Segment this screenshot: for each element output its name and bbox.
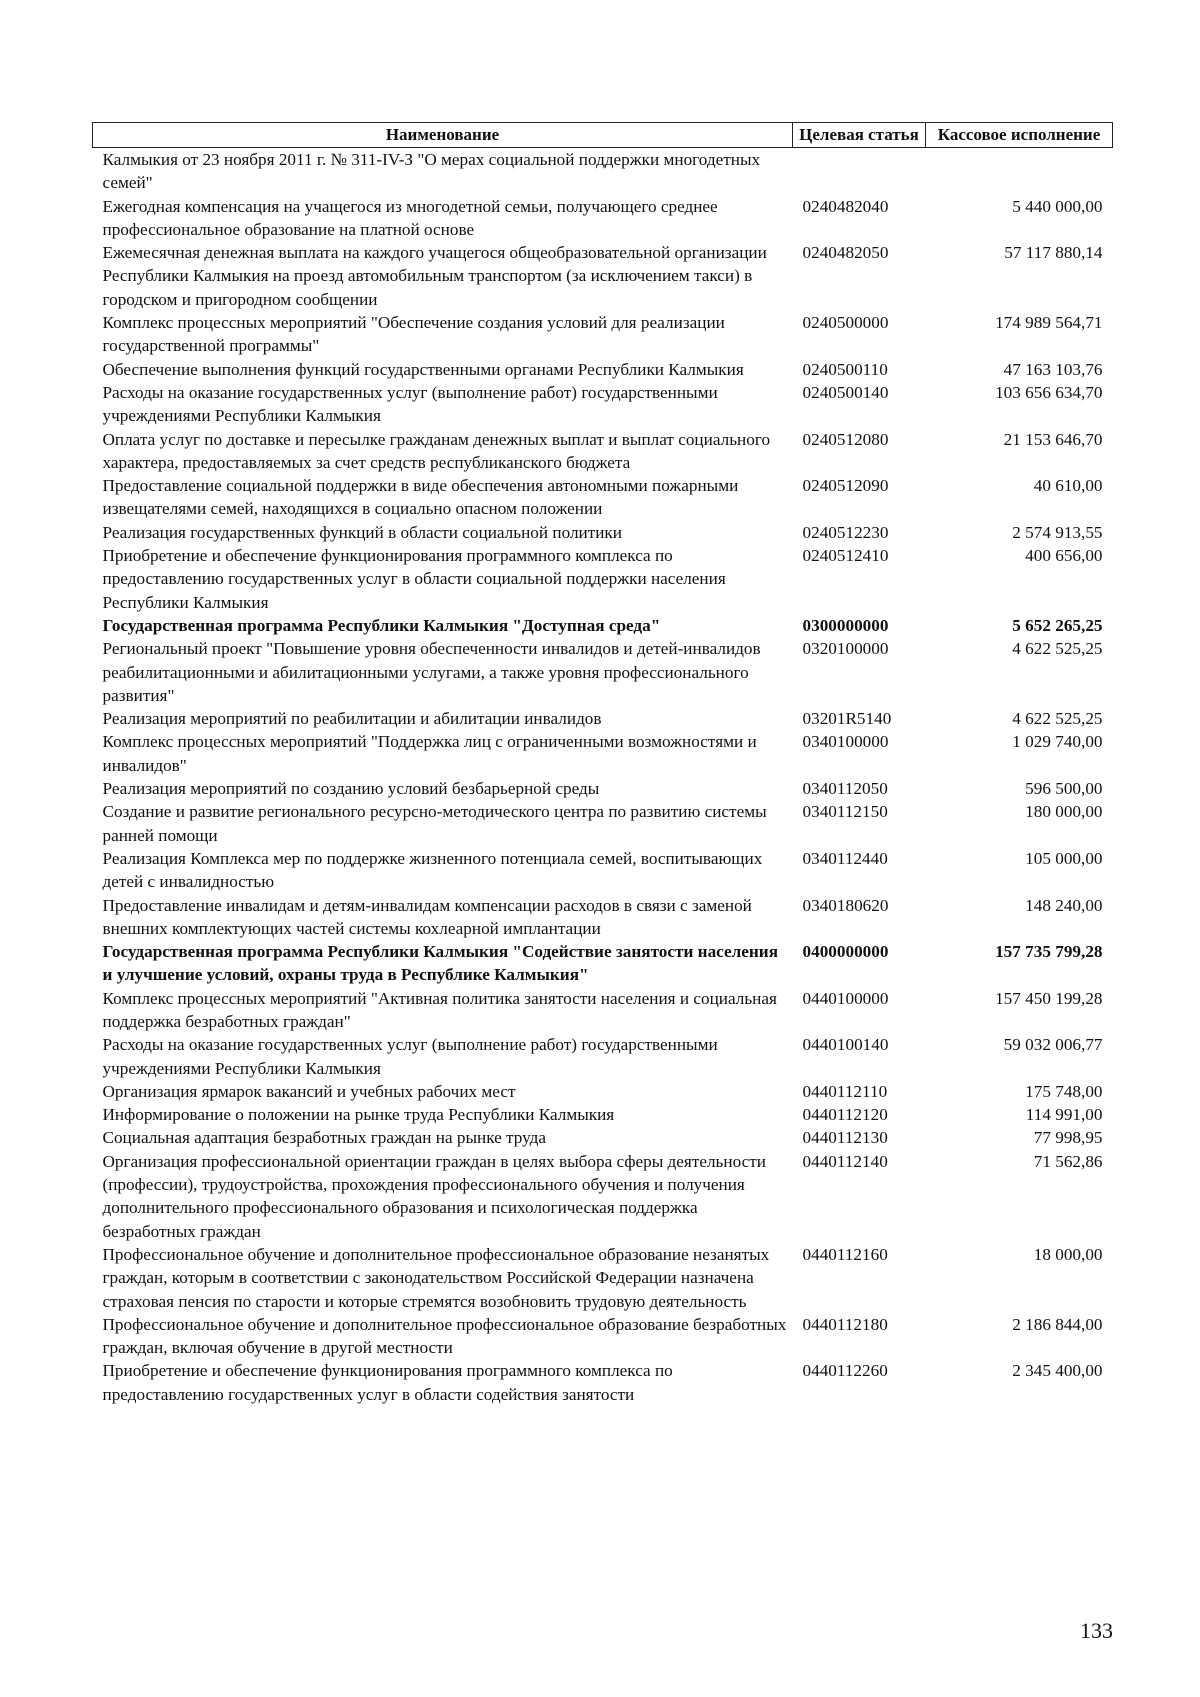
row-amount: 157 735 799,28 bbox=[995, 942, 1103, 962]
row-amount: 4 622 525,25 bbox=[1012, 709, 1103, 729]
row-name: Ежемесячная денежная выплата на каждого учащегося общеобразовательной организации Республики Калмыкия на проезд автомобильным транспортом (за исключением такси) в городском и пригородном сообщении bbox=[102, 243, 767, 309]
row-code: 0300000000 bbox=[802, 615, 889, 635]
row-amount: 105 000,00 bbox=[1025, 848, 1103, 868]
row-name: Расходы на оказание государственных услуг (выполнение работ) государственными учреждениями Республики Калмыкия bbox=[102, 382, 718, 426]
row-code: 0340180620 bbox=[802, 895, 889, 915]
row-name: Государственная программа Республики Калмыкия "Содействие занятости населения и улучшение условий, охраны труда в Республике Калмыкия" bbox=[102, 942, 779, 985]
row-code: 0440112260 bbox=[802, 1361, 888, 1381]
row-code: 0440112130 bbox=[802, 1128, 888, 1148]
row-code: 0440112140 bbox=[802, 1151, 888, 1171]
row-amount: 40 610,00 bbox=[1033, 476, 1103, 496]
table-row bbox=[93, 1080, 1113, 1103]
row-amount: 1 029 740,00 bbox=[1012, 732, 1103, 752]
row-name: Реализация государственных функций в области социальной политики bbox=[102, 522, 622, 542]
row-code: 0440112110 bbox=[802, 1081, 888, 1101]
row-code: 0320100000 bbox=[802, 639, 889, 659]
table-row bbox=[93, 1033, 1113, 1080]
table-row bbox=[93, 987, 1113, 1034]
header-code: Целевая статья bbox=[793, 123, 926, 148]
table-header-row bbox=[93, 123, 1113, 148]
row-code: 0240500140 bbox=[802, 382, 889, 402]
row-code bbox=[793, 148, 926, 195]
row-amount: 175 748,00 bbox=[1025, 1081, 1103, 1101]
row-code: 0240512230 bbox=[802, 522, 889, 542]
table-row bbox=[93, 358, 1113, 381]
row-amount: 5 652 265,25 bbox=[1012, 615, 1103, 635]
table-row bbox=[93, 195, 1113, 242]
row-code: 0240512090 bbox=[802, 476, 889, 496]
table-row bbox=[93, 847, 1113, 894]
row-name: Организация ярмарок вакансий и учебных рабочих мест bbox=[102, 1081, 516, 1101]
row-code: 0240512080 bbox=[802, 429, 889, 449]
header-name: Наименование bbox=[93, 123, 793, 148]
row-name: Региональный проект "Повышение уровня обеспеченности инвалидов и детей-инвалидов реабилитационными и абилитационными услугами, а также уровня профессионального развития" bbox=[102, 639, 761, 705]
row-code: 0340100000 bbox=[802, 732, 889, 752]
table-body bbox=[93, 148, 1113, 1407]
table-row bbox=[93, 940, 1113, 987]
table-row bbox=[93, 1150, 1113, 1243]
row-amount bbox=[926, 148, 1113, 195]
table-row bbox=[93, 241, 1113, 311]
row-name: Расходы на оказание государственных услуг (выполнение работ) государственными учреждениями Республики Калмыкия bbox=[102, 1035, 718, 1078]
row-code: 0440100000 bbox=[802, 988, 889, 1008]
row-code: 0440112180 bbox=[802, 1314, 888, 1334]
row-amount: 47 163 103,76 bbox=[1003, 359, 1103, 379]
row-name: Реализация мероприятий по реабилитации и абилитации инвалидов bbox=[102, 709, 602, 729]
row-name: Комплекс процессных мероприятий "Активная политика занятости населения и социальная поддержка безработных граждан" bbox=[102, 988, 777, 1031]
row-name: Информирование о положении на рынке труда Республики Калмыкия bbox=[102, 1105, 615, 1125]
table-row bbox=[93, 311, 1113, 358]
table-row bbox=[93, 1126, 1113, 1149]
row-amount: 180 000,00 bbox=[1025, 802, 1103, 822]
row-name: Приобретение и обеспечение функционирования программного комплекса по предоставлению государственных услуг в области социальной поддержки населения Республики Калмыкия bbox=[102, 546, 726, 612]
row-name: Реализация Комплекса мер по поддержке жизненного потенциала семей, воспитывающих детей с инвалидностью bbox=[102, 848, 763, 892]
row-code: 0340112440 bbox=[802, 848, 888, 868]
row-code: 0440112160 bbox=[802, 1244, 888, 1264]
row-name: Предоставление социальной поддержки в виде обеспечения автономными пожарными извещателями семей, находящихся в социально опасном положении bbox=[102, 476, 739, 519]
table-row bbox=[93, 428, 1113, 475]
row-code: 03201R5140 bbox=[802, 709, 892, 729]
row-code: 0340112050 bbox=[802, 779, 888, 799]
table-row bbox=[93, 521, 1113, 544]
row-amount: 157 450 199,28 bbox=[995, 988, 1103, 1008]
row-amount: 71 562,86 bbox=[1033, 1151, 1103, 1171]
row-code: 0240482050 bbox=[802, 243, 889, 263]
table-row bbox=[93, 381, 1113, 428]
table-row bbox=[93, 474, 1113, 521]
row-name: Профессиональное обучение и дополнительное профессиональное образование незанятых граждан, которым в соответствии с законодательством Российской Федерации назначена страховая пенсия по старости и которые стремятся возобновить трудовую деятельность bbox=[102, 1244, 770, 1311]
row-amount: 4 622 525,25 bbox=[1012, 639, 1103, 659]
row-name: Калмыкия от 23 ноября 2011 г. № 311-IV-З "О мерах социальной поддержки многодетных семей" bbox=[102, 150, 761, 193]
page-number: 133 bbox=[1080, 1618, 1113, 1643]
document-page bbox=[92, 122, 1112, 1406]
row-amount: 148 240,00 bbox=[1025, 895, 1103, 915]
table-row bbox=[93, 148, 1113, 195]
row-amount: 400 656,00 bbox=[1025, 546, 1103, 566]
row-name: Комплекс процессных мероприятий "Обеспечение создания условий для реализации государственной программы" bbox=[102, 313, 725, 356]
row-amount: 2 186 844,00 bbox=[1012, 1314, 1103, 1334]
row-amount: 57 117 880,14 bbox=[1004, 243, 1103, 263]
row-amount: 103 656 634,70 bbox=[995, 382, 1103, 402]
header-amount: Кассовое исполнение bbox=[926, 123, 1113, 148]
row-amount: 174 989 564,71 bbox=[995, 313, 1103, 333]
row-code: 0240512410 bbox=[802, 546, 889, 566]
row-name: Социальная адаптация безработных граждан на рынке труда bbox=[102, 1128, 547, 1148]
row-name: Ежегодная компенсация на учащегося из многодетной семьи, получающего среднее профессиональное образование на платной основе bbox=[102, 196, 718, 239]
row-name: Организация профессиональной ориентации граждан в целях выбора сферы деятельности (профессии), трудоустройства, прохождения профессионального обучения и получения дополнительного профессионального образования и психологическая поддержка безработных граждан bbox=[102, 1151, 766, 1241]
row-name: Оплата услуг по доставке и пересылке гражданам денежных выплат и выплат социального характера, предоставляемых за счет средств республиканского бюджета bbox=[102, 429, 771, 472]
table-row bbox=[93, 1243, 1113, 1313]
row-code: 0400000000 bbox=[802, 942, 889, 962]
table-row bbox=[93, 1313, 1113, 1360]
row-amount: 59 032 006,77 bbox=[1003, 1035, 1103, 1055]
table-row bbox=[93, 894, 1113, 941]
table-row bbox=[93, 707, 1113, 730]
row-amount: 2 345 400,00 bbox=[1012, 1361, 1103, 1381]
row-amount: 21 153 646,70 bbox=[1003, 429, 1103, 449]
row-code: 0240500110 bbox=[802, 359, 888, 379]
row-code: 0340112150 bbox=[802, 802, 888, 822]
row-name: Реализация мероприятий по созданию условий безбарьерной среды bbox=[102, 779, 600, 799]
budget-table bbox=[92, 122, 1113, 1406]
row-amount: 18 000,00 bbox=[1033, 1244, 1103, 1264]
row-name: Обеспечение выполнения функций государственными органами Республики Калмыкия bbox=[102, 359, 744, 379]
row-code: 0240500000 bbox=[802, 313, 889, 333]
row-name: Приобретение и обеспечение функционирования программного комплекса по предоставлению государственных услуг в области содействия занятости bbox=[102, 1361, 673, 1404]
table-row bbox=[93, 730, 1113, 777]
row-name: Комплекс процессных мероприятий "Поддержка лиц с ограниченными возможностями и инвалидов" bbox=[102, 732, 757, 775]
row-amount: 5 440 000,00 bbox=[1012, 196, 1103, 216]
row-name: Предоставление инвалидам и детям-инвалидам компенсации расходов в связи с заменой внешних комплектующих частей системы кохлеарной имплантации bbox=[102, 895, 752, 938]
row-amount: 2 574 913,55 bbox=[1012, 522, 1103, 542]
table-row bbox=[93, 1359, 1113, 1406]
row-amount: 77 998,95 bbox=[1033, 1128, 1103, 1148]
table-row bbox=[93, 614, 1113, 637]
row-name: Государственная программа Республики Калмыкия "Доступная среда" bbox=[102, 615, 661, 635]
table-row bbox=[93, 637, 1113, 707]
table-row bbox=[93, 1103, 1113, 1126]
row-code: 0440100140 bbox=[802, 1035, 889, 1055]
row-code: 0440112120 bbox=[802, 1105, 888, 1125]
row-code: 0240482040 bbox=[802, 196, 889, 216]
table-row bbox=[93, 544, 1113, 614]
row-name: Профессиональное обучение и дополнительное профессиональное образование безработных граждан, включая обучение в другой местности bbox=[102, 1314, 787, 1358]
table-row bbox=[93, 777, 1113, 800]
table-row bbox=[93, 800, 1113, 847]
row-name: Создание и развитие регионального ресурсно-методического центра по развитию системы ранней помощи bbox=[102, 802, 767, 845]
row-amount: 114 991,00 bbox=[1025, 1105, 1103, 1125]
row-amount: 596 500,00 bbox=[1025, 779, 1103, 799]
